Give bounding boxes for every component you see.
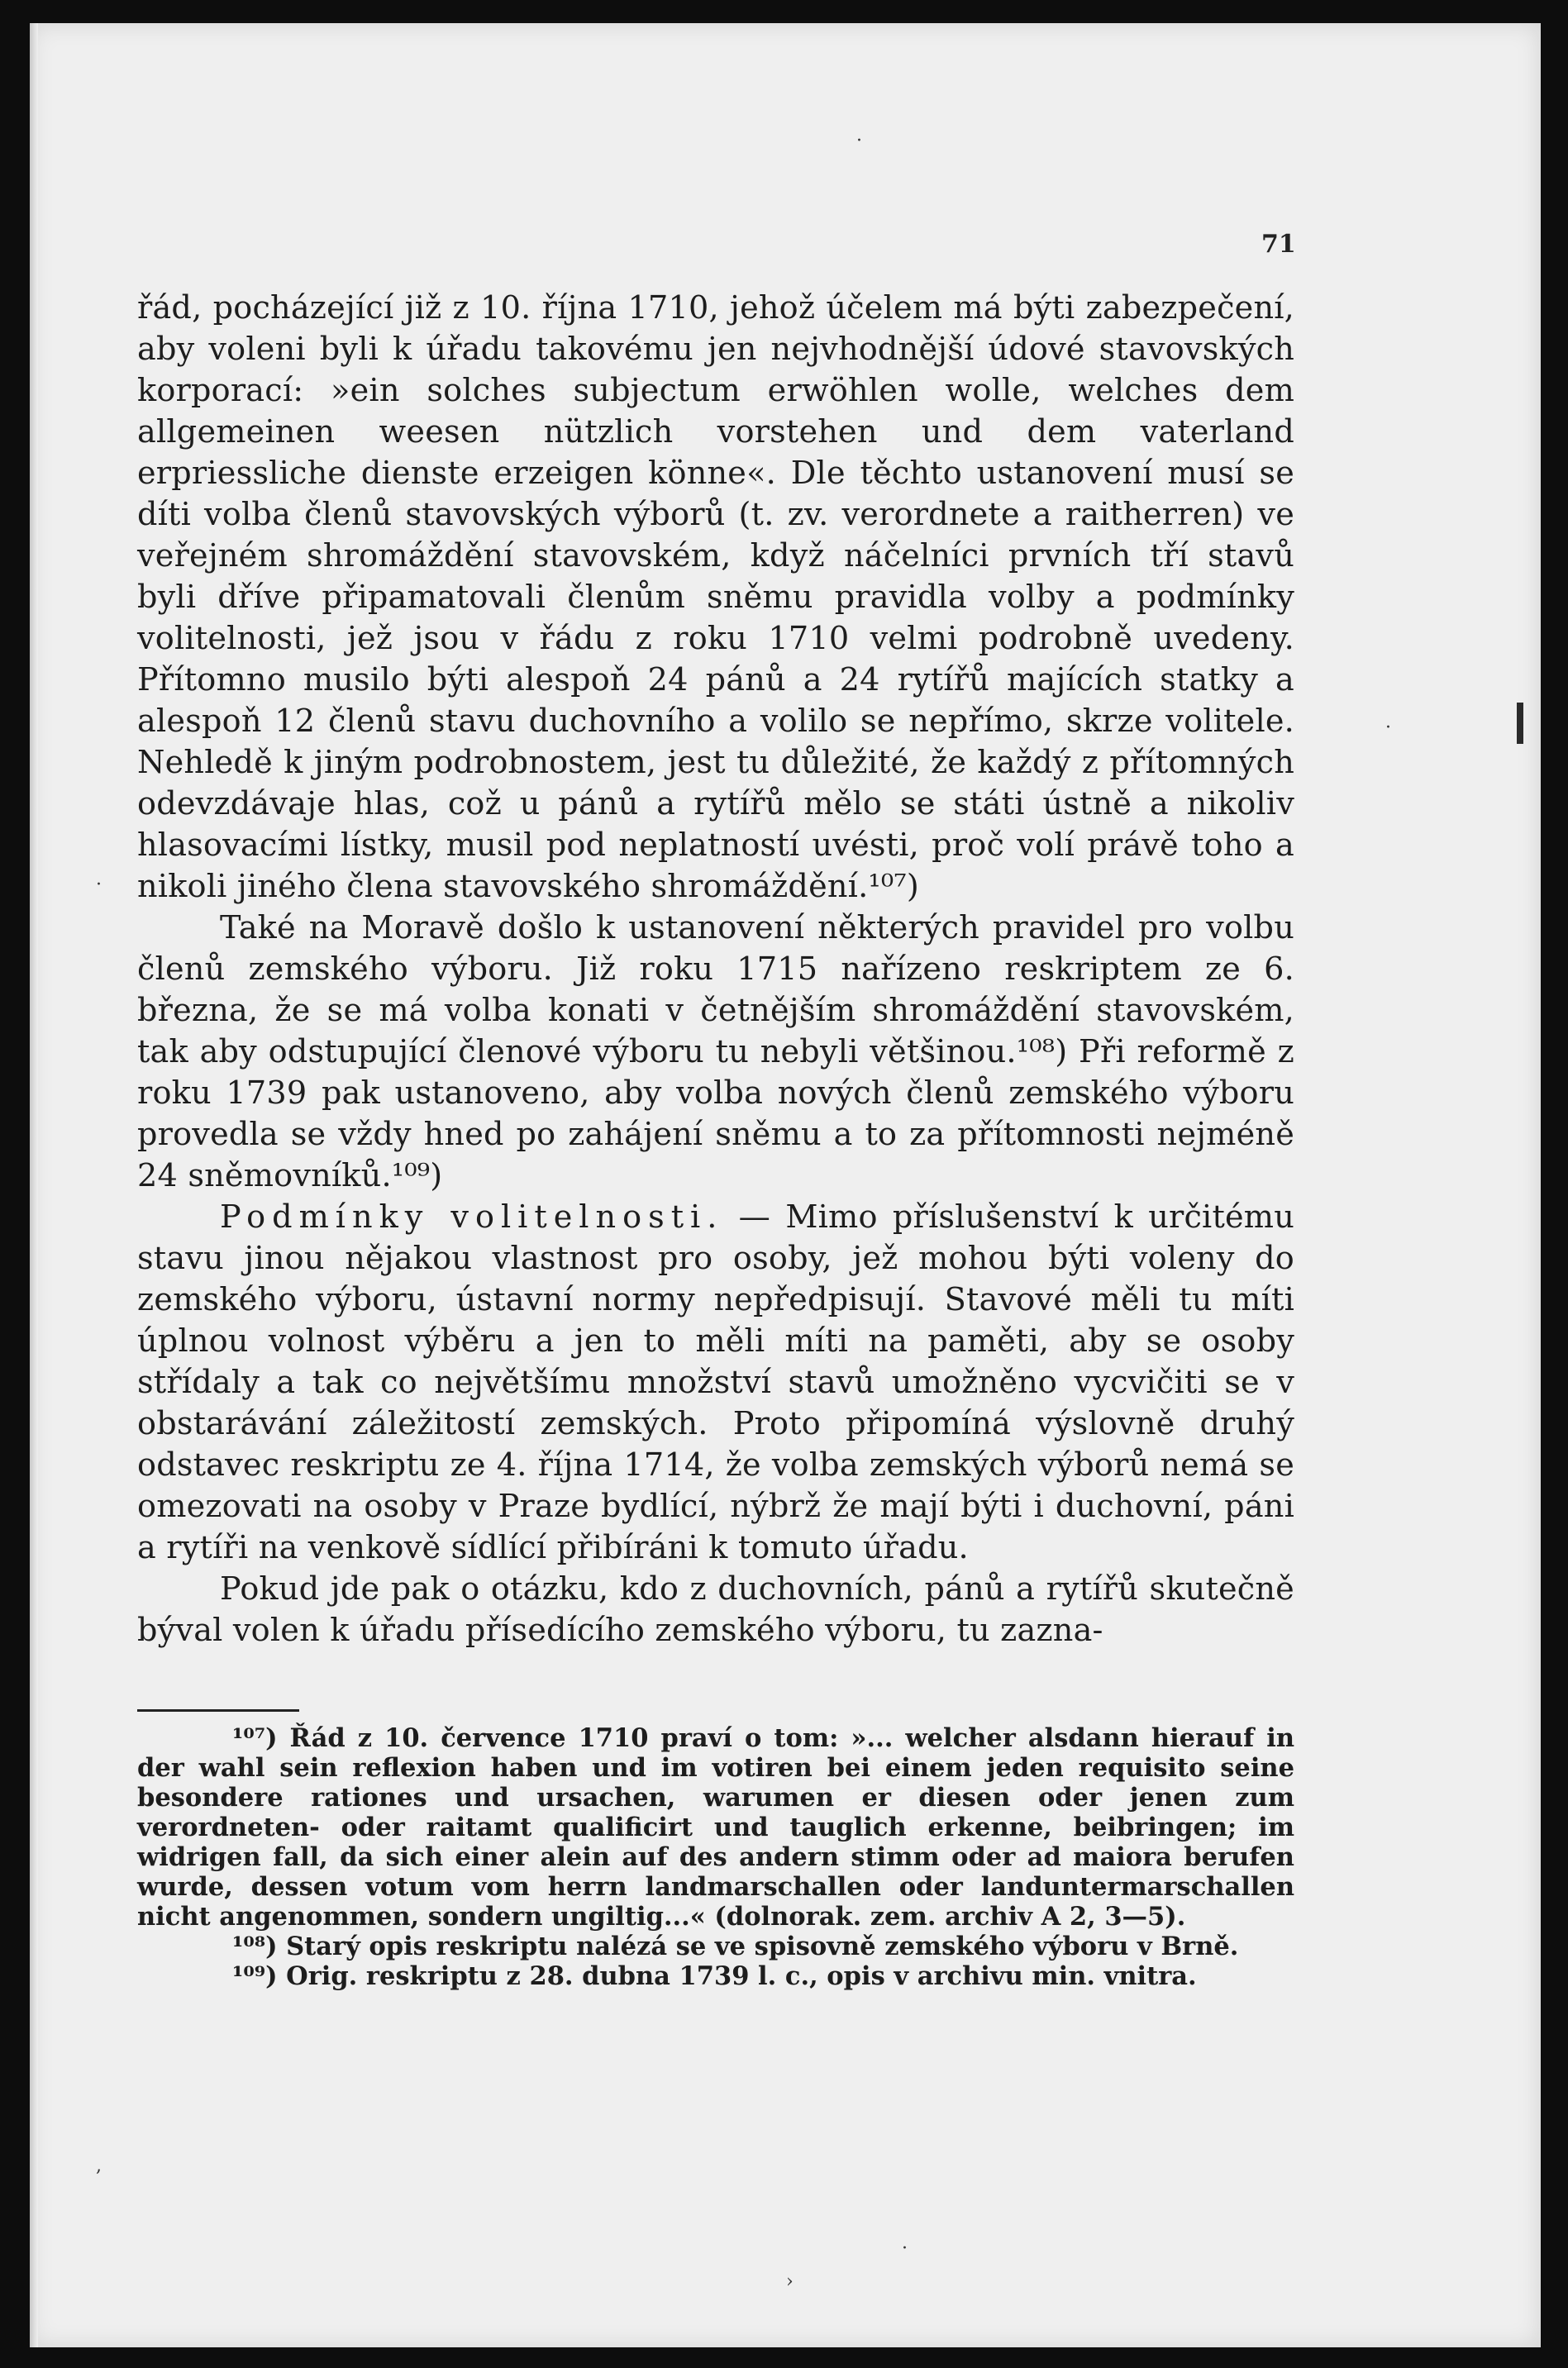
page-gutter bbox=[30, 23, 38, 2347]
paragraph-4: Pokud jde pak o otázku, kdo z duchovních, pánů a rytířů skutečně býval volen k úřadu přísedícího zemského výboru, tu zazna- bbox=[137, 1571, 1294, 1649]
main-text bbox=[137, 288, 1294, 1651]
footnote-109: ¹⁰⁹) Orig. reskriptu z 28. dubna 1739 l. c., opis v archivu min. vnitra. bbox=[232, 1961, 1197, 1991]
speck-mark: › bbox=[786, 2271, 794, 2292]
speck-mark: · bbox=[96, 874, 102, 895]
speck-mark: · bbox=[902, 2238, 908, 2259]
speck-mark: , bbox=[96, 2156, 102, 2176]
page-edge-mark bbox=[1517, 703, 1523, 744]
footnote-107: ¹⁰⁷) Řád z 10. července 1710 praví o tom: »... welcher alsdann hierauf in der wahl sein reflexion haben und im votiren bei einem jeden requisito seine besondere rationes und ursachen, warumen er diesen oder jenen zum verordneten- oder raitamt qualificirt und tauglich erkenne, beibringen; im widrigen fall, da sich einer alein auf des andern stimm oder ad maiora berufen wurde, dessen votum vom herrn landmarschallen oder landuntermarschallen nicht angenommen, sondern ungiltig...« (dolnorak. zem. archiv A 2, 3—5). bbox=[137, 1723, 1294, 1932]
page-number: 71 bbox=[1261, 230, 1296, 259]
paragraph-1: řád, pocházející již z 10. října 1710, jehož účelem má býti zabezpečení, aby voleni byli k úřadu takovému jen nejvhodnější údové stavovských korporací: »ein solches subjectum erwöhlen wolle, welches dem allgemeinen weesen nützlich vorstehen und dem vaterland erpriessliche dienste erzeigen könne«. Dle těchto ustanovení musí se díti volba členů stavovských výborů (t. zv. verordnete a raitherren) ve veřejném shromáždění stavovském, když náčelníci prvních tří stavů byli dříve připamatovali členům sněmu pravidla volby a podmínky volitelnosti, jež jsou v řádu z roku 1710 velmi podrobně uvedeny. Přítomno musilo býti alespoň 24 pánů a 24 rytířů majících statky a alespoň 12 členů stavu duchovního a volilo se nepřímo, skrze volitele. Nehledě k jiným podrobnostem, jest tu důležité, že každý z přítomných odevzdávaje hlas, což u pánů a rytířů mělo se státi ústně a nikoliv hlasovacími lístky, musil pod neplatností uvésti, proč volí právě toho a nikoli jiného člena stavovského shromáždění.¹⁰⁷) bbox=[137, 290, 1294, 905]
footnotes bbox=[137, 1723, 1294, 1991]
section-heading: Podmínky volitelnosti. bbox=[220, 1199, 724, 1236]
paragraph-2: Také na Moravě došlo k ustanovení některých pravidel pro volbu členů zemského výboru. Již roku 1715 nařízeno reskriptem ze 6. března, že se má volba konati v četnějším shromáždění stavovském, tak aby odstupující členové výboru tu nebyli většinou.¹⁰⁸) Při reformě z roku 1739 pak ustanoveno, aby volba nových členů zemského výboru provedla se vždy hned po zahájení sněmu a to za přítomnosti nejméně 24 sněmovníků.¹⁰⁹) bbox=[137, 910, 1294, 1194]
footnote-separator bbox=[137, 1709, 299, 1712]
speck-mark: · bbox=[1385, 717, 1391, 738]
book-page bbox=[30, 23, 1541, 2347]
paragraph-3 bbox=[137, 1197, 1294, 1569]
section-text: — Mimo příslušenství k určitému stavu jinou nějakou vlastnost pro osoby, jež mohou býti voleny do zemského výboru, ústavní normy nepředpisují. Stavové měli tu míti úplnou volnost výběru a jen to měli míti na paměti, aby se osoby střídaly a tak co největšímu množství stavů umožněno vycvičiti se v obstarávání záležitostí zemských. Proto připomíná výslovně druhý odstavec reskriptu ze 4. října 1714, že volba zemských výborů nemá se omezovati na osoby v Praze bydlící, nýbrž že mají býti i duchovní, páni a rytíři na venkově sídlící přibíráni k tomuto úřadu. bbox=[137, 1199, 1294, 1566]
footnote-108: ¹⁰⁸) Starý opis reskriptu nalézá se ve spisovně zemského výboru v Brně. bbox=[232, 1932, 1239, 1961]
speck-mark: · bbox=[856, 131, 862, 151]
